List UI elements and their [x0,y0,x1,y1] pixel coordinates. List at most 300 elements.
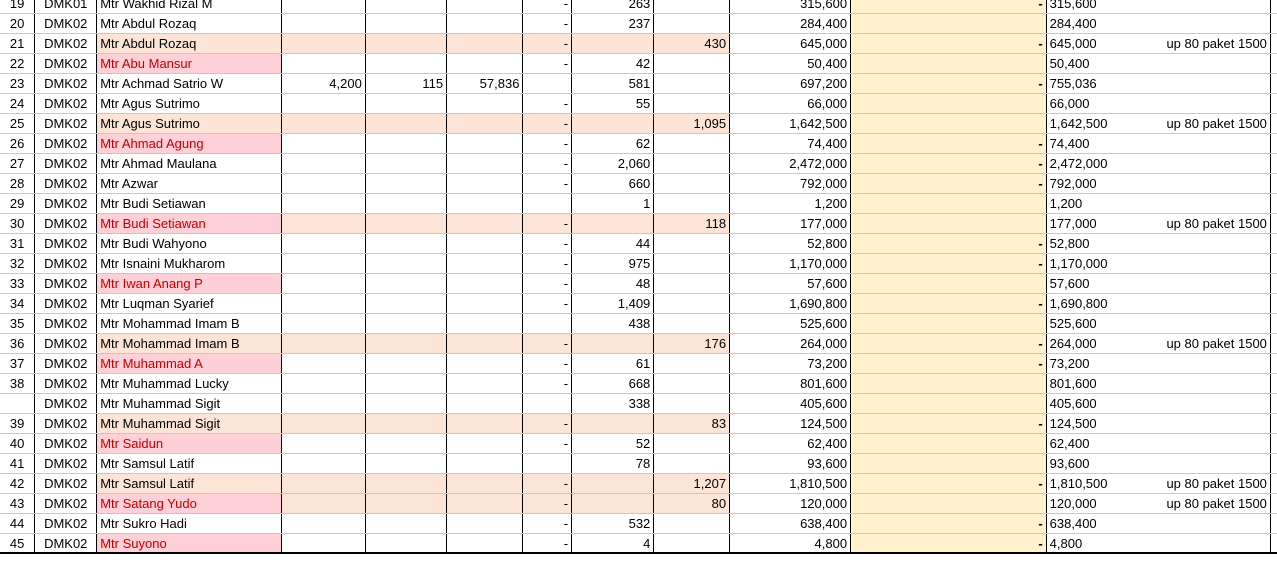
cell-name[interactable]: Mtr Achmad Satrio W [97,74,282,94]
cell-empty[interactable] [1271,174,1277,194]
table-row[interactable] [0,114,1277,134]
table-row[interactable] [0,334,1277,354]
cell-d[interactable] [281,334,365,354]
cell-j[interactable]: 792,000 [730,174,851,194]
cell-d[interactable] [281,154,365,174]
cell-d[interactable] [281,394,365,414]
cell-i[interactable] [654,54,730,74]
cell-h[interactable]: 4 [572,534,654,554]
cell-i[interactable]: 1,207 [654,474,730,494]
cell-empty[interactable] [1271,134,1277,154]
cell-m[interactable]: up 80 paket 1500 [1163,34,1270,54]
cell-d[interactable] [281,414,365,434]
cell-no[interactable]: 33 [0,274,35,294]
cell-no[interactable]: 36 [0,334,35,354]
cell-g[interactable]: - [523,414,572,434]
cell-h[interactable] [572,34,654,54]
cell-i[interactable]: 430 [654,34,730,54]
cell-j[interactable]: 801,600 [730,374,851,394]
cell-name[interactable]: Mtr Sukro Hadi [97,514,282,534]
cell-i[interactable] [654,154,730,174]
cell-m[interactable]: up 80 paket 1500 [1163,214,1270,234]
table-row[interactable] [0,194,1277,214]
cell-i[interactable] [654,514,730,534]
cell-empty[interactable] [1271,54,1277,74]
cell-e[interactable] [365,454,446,474]
cell-h[interactable]: 975 [572,254,654,274]
cell-f[interactable] [447,394,523,414]
cell-i[interactable]: 176 [654,334,730,354]
cell-e[interactable] [365,114,446,134]
cell-empty[interactable] [1271,354,1277,374]
cell-no[interactable]: 19 [0,0,35,14]
table-row[interactable] [0,534,1277,554]
cell-name[interactable]: Mtr Azwar [97,174,282,194]
cell-h[interactable]: 532 [572,514,654,534]
cell-empty[interactable] [1271,374,1277,394]
cell-empty[interactable] [1271,34,1277,54]
cell-f[interactable] [447,414,523,434]
cell-no[interactable]: 38 [0,374,35,394]
cell-e[interactable] [365,154,446,174]
cell-name[interactable]: Mtr Mohammad Imam B [97,334,282,354]
cell-h[interactable] [572,214,654,234]
cell-l[interactable]: 93,600 [1046,454,1163,474]
cell-code[interactable]: DMK02 [35,534,97,554]
cell-code[interactable]: DMK02 [35,374,97,394]
cell-l[interactable]: 4,800 [1046,534,1163,554]
table-row[interactable] [0,214,1277,234]
cell-empty[interactable] [1271,474,1277,494]
cell-empty[interactable] [1271,114,1277,134]
cell-no[interactable]: 43 [0,494,35,514]
cell-g[interactable]: - [523,274,572,294]
cell-k[interactable]: - [851,534,1047,554]
cell-g[interactable]: - [523,114,572,134]
cell-name[interactable]: Mtr Saidun [97,434,282,454]
cell-d[interactable] [281,194,365,214]
cell-g[interactable]: - [523,34,572,54]
cell-name[interactable]: Mtr Mohammad Imam B [97,314,282,334]
cell-d[interactable] [281,114,365,134]
cell-l[interactable]: 801,600 [1046,374,1163,394]
table-row[interactable] [0,474,1277,494]
cell-no[interactable]: 23 [0,74,35,94]
cell-no[interactable]: 37 [0,354,35,374]
table-row[interactable] [0,294,1277,314]
cell-f[interactable] [447,454,523,474]
cell-d[interactable] [281,0,365,14]
cell-j[interactable]: 124,500 [730,414,851,434]
cell-code[interactable]: DMK02 [35,354,97,374]
cell-i[interactable] [654,234,730,254]
cell-e[interactable] [365,0,446,14]
cell-k[interactable] [851,114,1047,134]
cell-l[interactable]: 2,472,000 [1046,154,1163,174]
table-row[interactable] [0,234,1277,254]
cell-g[interactable]: - [523,0,572,14]
cell-no[interactable]: 32 [0,254,35,274]
cell-k[interactable] [851,94,1047,114]
cell-h[interactable]: 237 [572,14,654,34]
cell-g[interactable]: - [523,474,572,494]
cell-e[interactable] [365,194,446,214]
table-row[interactable] [0,434,1277,454]
cell-e[interactable] [365,294,446,314]
cell-d[interactable] [281,254,365,274]
cell-d[interactable] [281,354,365,374]
cell-name[interactable]: Mtr Suyono [97,534,282,554]
cell-h[interactable] [572,474,654,494]
cell-h[interactable]: 263 [572,0,654,14]
cell-k[interactable]: - [851,154,1047,174]
cell-k[interactable] [851,494,1047,514]
cell-name[interactable]: Mtr Iwan Anang P [97,274,282,294]
cell-l[interactable]: 315,600 [1046,0,1163,14]
table-row[interactable] [0,354,1277,374]
cell-i[interactable] [654,434,730,454]
cell-e[interactable] [365,234,446,254]
cell-empty[interactable] [1271,0,1277,14]
cell-k[interactable]: - [851,34,1047,54]
cell-e[interactable] [365,214,446,234]
cell-l[interactable]: 645,000 [1046,34,1163,54]
cell-f[interactable] [447,494,523,514]
cell-k[interactable] [851,214,1047,234]
table-row[interactable] [0,414,1277,434]
cell-g[interactable]: - [523,134,572,154]
cell-m[interactable] [1163,454,1270,474]
cell-f[interactable] [447,274,523,294]
cell-i[interactable] [654,134,730,154]
cell-no[interactable]: 24 [0,94,35,114]
cell-m[interactable]: up 80 paket 1500 [1163,114,1270,134]
cell-empty[interactable] [1271,254,1277,274]
cell-l[interactable]: 66,000 [1046,94,1163,114]
cell-g[interactable]: - [523,514,572,534]
cell-e[interactable] [365,274,446,294]
cell-k[interactable] [851,194,1047,214]
cell-no[interactable]: 25 [0,114,35,134]
cell-m[interactable] [1163,94,1270,114]
cell-l[interactable]: 1,810,500 [1046,474,1163,494]
cell-m[interactable] [1163,274,1270,294]
cell-k[interactable]: - [851,134,1047,154]
cell-j[interactable]: 74,400 [730,134,851,154]
cell-d[interactable] [281,34,365,54]
cell-h[interactable]: 660 [572,174,654,194]
cell-code[interactable]: DMK02 [35,494,97,514]
cell-l[interactable]: 405,600 [1046,394,1163,414]
table-row[interactable] [0,74,1277,94]
cell-h[interactable]: 61 [572,354,654,374]
cell-no[interactable]: 21 [0,34,35,54]
cell-f[interactable] [447,234,523,254]
cell-d[interactable] [281,294,365,314]
cell-code[interactable]: DMK02 [35,394,97,414]
table-row[interactable] [0,174,1277,194]
cell-l[interactable]: 525,600 [1046,314,1163,334]
cell-g[interactable]: - [523,234,572,254]
cell-no[interactable]: 34 [0,294,35,314]
cell-f[interactable] [447,254,523,274]
cell-k[interactable] [851,434,1047,454]
table-row[interactable] [0,0,1277,14]
cell-m[interactable] [1163,314,1270,334]
cell-h[interactable]: 42 [572,54,654,74]
cell-i[interactable] [654,454,730,474]
cell-h[interactable]: 44 [572,234,654,254]
cell-j[interactable]: 1,642,500 [730,114,851,134]
cell-f[interactable] [447,54,523,74]
cell-d[interactable] [281,94,365,114]
cell-l[interactable]: 120,000 [1046,494,1163,514]
cell-j[interactable]: 62,400 [730,434,851,454]
cell-e[interactable] [365,314,446,334]
cell-empty[interactable] [1271,454,1277,474]
cell-m[interactable] [1163,294,1270,314]
cell-d[interactable] [281,314,365,334]
cell-m[interactable]: up 80 paket 1500 [1163,474,1270,494]
cell-g[interactable]: - [523,334,572,354]
cell-name[interactable]: Mtr Abdul Rozaq [97,14,282,34]
cell-name[interactable]: Mtr Ahmad Maulana [97,154,282,174]
cell-name[interactable]: Mtr Isnaini Mukharom [97,254,282,274]
cell-h[interactable]: 1,409 [572,294,654,314]
cell-j[interactable]: 120,000 [730,494,851,514]
cell-d[interactable] [281,534,365,554]
cell-d[interactable] [281,174,365,194]
cell-l[interactable]: 52,800 [1046,234,1163,254]
cell-j[interactable]: 645,000 [730,34,851,54]
cell-i[interactable] [654,0,730,14]
cell-empty[interactable] [1271,314,1277,334]
cell-name[interactable]: Mtr Budi Setiawan [97,194,282,214]
cell-empty[interactable] [1271,214,1277,234]
cell-d[interactable] [281,234,365,254]
cell-h[interactable]: 52 [572,434,654,454]
cell-e[interactable] [365,34,446,54]
cell-d[interactable]: 4,200 [281,74,365,94]
table-row[interactable] [0,34,1277,54]
cell-d[interactable] [281,494,365,514]
cell-k[interactable] [851,314,1047,334]
cell-code[interactable]: DMK02 [35,234,97,254]
cell-no[interactable]: 22 [0,54,35,74]
cell-i[interactable] [654,314,730,334]
cell-code[interactable]: DMK02 [35,334,97,354]
cell-k[interactable]: - [851,334,1047,354]
cell-g[interactable]: - [523,174,572,194]
cell-l[interactable]: 177,000 [1046,214,1163,234]
table-row[interactable] [0,274,1277,294]
cell-g[interactable] [523,74,572,94]
cell-no[interactable] [0,394,35,414]
cell-e[interactable] [365,134,446,154]
table-row[interactable] [0,514,1277,534]
cell-name[interactable]: Mtr Agus Sutrimo [97,94,282,114]
cell-j[interactable]: 638,400 [730,514,851,534]
cell-h[interactable]: 78 [572,454,654,474]
cell-k[interactable]: - [851,354,1047,374]
cell-code[interactable]: DMK02 [35,434,97,454]
cell-code[interactable]: DMK02 [35,254,97,274]
cell-f[interactable] [447,134,523,154]
cell-l[interactable]: 1,170,000 [1046,254,1163,274]
cell-f[interactable] [447,334,523,354]
cell-m[interactable] [1163,234,1270,254]
cell-l[interactable]: 124,500 [1046,414,1163,434]
cell-code[interactable]: DMK02 [35,94,97,114]
cell-i[interactable]: 80 [654,494,730,514]
cell-i[interactable] [654,294,730,314]
cell-f[interactable] [447,434,523,454]
cell-k[interactable]: - [851,474,1047,494]
cell-g[interactable]: - [523,214,572,234]
cell-code[interactable]: DMK02 [35,74,97,94]
cell-f[interactable] [447,154,523,174]
table-row[interactable] [0,314,1277,334]
cell-k[interactable]: - [851,74,1047,94]
cell-f[interactable] [447,474,523,494]
cell-j[interactable]: 177,000 [730,214,851,234]
cell-g[interactable]: - [523,434,572,454]
cell-k[interactable] [851,374,1047,394]
cell-no[interactable]: 41 [0,454,35,474]
cell-f[interactable] [447,0,523,14]
cell-d[interactable] [281,434,365,454]
cell-f[interactable] [447,94,523,114]
table-row[interactable] [0,394,1277,414]
cell-h[interactable]: 62 [572,134,654,154]
cell-g[interactable]: - [523,254,572,274]
cell-h[interactable]: 338 [572,394,654,414]
cell-k[interactable]: - [851,414,1047,434]
cell-d[interactable] [281,474,365,494]
cell-empty[interactable] [1271,234,1277,254]
cell-g[interactable] [523,194,572,214]
cell-m[interactable] [1163,394,1270,414]
cell-m[interactable] [1163,514,1270,534]
cell-code[interactable]: DMK02 [35,14,97,34]
cell-empty[interactable] [1271,194,1277,214]
cell-j[interactable]: 697,200 [730,74,851,94]
cell-i[interactable] [654,274,730,294]
table-row[interactable] [0,94,1277,114]
cell-m[interactable] [1163,174,1270,194]
cell-code[interactable]: DMK02 [35,414,97,434]
cell-j[interactable]: 1,810,500 [730,474,851,494]
cell-j[interactable]: 405,600 [730,394,851,414]
cell-empty[interactable] [1271,14,1277,34]
table-row[interactable] [0,134,1277,154]
cell-g[interactable]: - [523,14,572,34]
cell-f[interactable] [447,374,523,394]
cell-e[interactable] [365,374,446,394]
cell-l[interactable]: 638,400 [1046,514,1163,534]
cell-no[interactable]: 27 [0,154,35,174]
cell-i[interactable]: 1,095 [654,114,730,134]
cell-i[interactable]: 118 [654,214,730,234]
cell-h[interactable]: 1 [572,194,654,214]
cell-l[interactable]: 755,036 [1046,74,1163,94]
cell-g[interactable] [523,394,572,414]
cell-f[interactable] [447,354,523,374]
cell-e[interactable] [365,174,446,194]
cell-code[interactable]: DMK02 [35,194,97,214]
cell-name[interactable]: Mtr Budi Wahyono [97,234,282,254]
cell-empty[interactable] [1271,434,1277,454]
cell-k[interactable] [851,274,1047,294]
cell-j[interactable]: 66,000 [730,94,851,114]
cell-code[interactable]: DMK02 [35,474,97,494]
cell-j[interactable]: 284,400 [730,14,851,34]
cell-i[interactable] [654,194,730,214]
cell-g[interactable]: - [523,374,572,394]
cell-h[interactable] [572,494,654,514]
cell-code[interactable]: DMK02 [35,274,97,294]
cell-empty[interactable] [1271,274,1277,294]
cell-e[interactable] [365,354,446,374]
cell-l[interactable]: 264,000 [1046,334,1163,354]
cell-f[interactable] [447,174,523,194]
cell-empty[interactable] [1271,494,1277,514]
cell-g[interactable] [523,454,572,474]
cell-empty[interactable] [1271,74,1277,94]
cell-e[interactable] [365,394,446,414]
table-row[interactable] [0,374,1277,394]
cell-e[interactable]: 115 [365,74,446,94]
cell-g[interactable]: - [523,154,572,174]
cell-j[interactable]: 1,170,000 [730,254,851,274]
cell-f[interactable] [447,214,523,234]
cell-d[interactable] [281,454,365,474]
cell-m[interactable] [1163,154,1270,174]
cell-i[interactable] [654,394,730,414]
cell-no[interactable]: 39 [0,414,35,434]
cell-e[interactable] [365,534,446,554]
cell-m[interactable] [1163,54,1270,74]
cell-f[interactable]: 57,836 [447,74,523,94]
cell-empty[interactable] [1271,534,1277,554]
cell-e[interactable] [365,474,446,494]
cell-f[interactable] [447,294,523,314]
cell-m[interactable] [1163,534,1270,554]
cell-m[interactable] [1163,374,1270,394]
cell-empty[interactable] [1271,94,1277,114]
cell-j[interactable]: 315,600 [730,0,851,14]
cell-e[interactable] [365,414,446,434]
cell-g[interactable] [523,314,572,334]
cell-empty[interactable] [1271,414,1277,434]
cell-empty[interactable] [1271,154,1277,174]
table-row[interactable] [0,154,1277,174]
cell-l[interactable]: 74,400 [1046,134,1163,154]
table-row[interactable] [0,254,1277,274]
cell-l[interactable]: 1,690,800 [1046,294,1163,314]
cell-d[interactable] [281,214,365,234]
cell-k[interactable]: - [851,514,1047,534]
cell-name[interactable]: Mtr Ahmad Agung [97,134,282,154]
cell-j[interactable]: 2,472,000 [730,154,851,174]
cell-f[interactable] [447,514,523,534]
cell-f[interactable] [447,14,523,34]
cell-h[interactable]: 581 [572,74,654,94]
cell-k[interactable]: - [851,174,1047,194]
cell-code[interactable]: DMK02 [35,134,97,154]
cell-no[interactable]: 31 [0,234,35,254]
cell-d[interactable] [281,54,365,74]
